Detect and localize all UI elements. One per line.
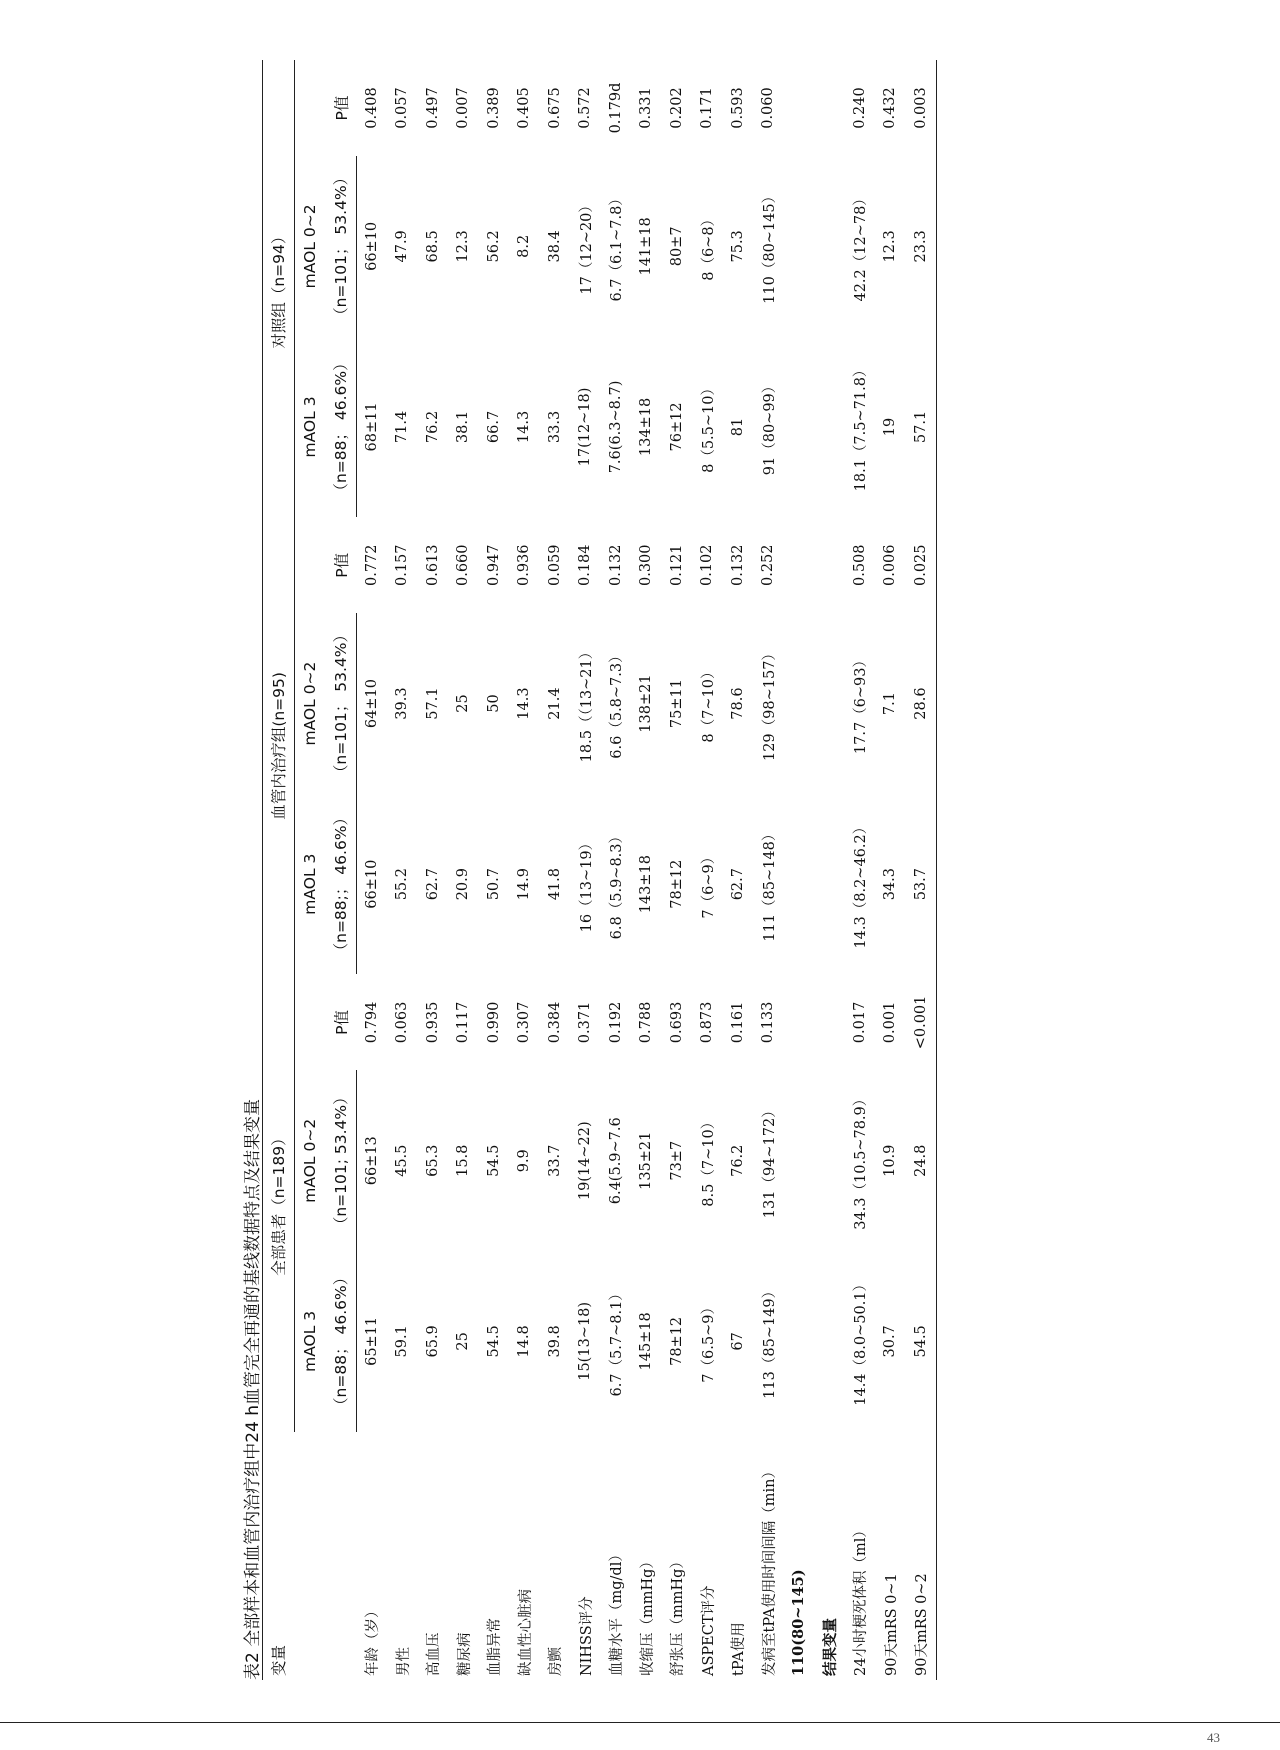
table-cell: 17.7（6~93） <box>853 652 870 755</box>
table-cell: 0.171 <box>699 87 716 129</box>
row-label: tPA使用 <box>731 1622 748 1676</box>
table-cell: 55.2 <box>394 868 411 901</box>
table-cell: 8.5（7~10） <box>700 1114 717 1207</box>
table-cell: 59.1 <box>394 1325 411 1358</box>
table-cell: 15.8 <box>455 1144 472 1177</box>
table-cell: 17(12~18) <box>577 387 594 467</box>
subheader-count: （n=101； 53.4%） <box>325 613 356 794</box>
table-cell: 0.157 <box>394 544 411 587</box>
table-cell: 0.693 <box>668 1001 685 1044</box>
table-cell: 0.063 <box>394 1001 411 1044</box>
table-cell <box>784 517 815 613</box>
table-cell: 0.331 <box>638 87 655 129</box>
table-cell: 6.6（5.8~7.3） <box>609 648 626 759</box>
subheader-count: （n=101； 53.4%） <box>325 156 356 337</box>
table-row <box>387 60 418 1680</box>
table-cell: 141±18 <box>638 217 655 276</box>
table-cell: 81 <box>729 417 746 437</box>
table-cell: 0.059 <box>546 544 563 587</box>
table-cell: 0.003 <box>906 60 937 156</box>
table-cell: 19(14~22) <box>577 1121 594 1201</box>
table-cell: 65.3 <box>424 1144 441 1177</box>
table-cell: 14.4（8.0~50.1） <box>853 1276 870 1406</box>
table-cell: 42.2（12~78） <box>853 191 870 302</box>
table-cell: 0.161 <box>729 1001 746 1044</box>
table-row <box>601 60 632 1680</box>
table-cell: 23.3 <box>906 156 937 337</box>
table-cell: 0.936 <box>516 544 533 587</box>
table-cell: 68.5 <box>424 230 441 263</box>
table-cell: 0.593 <box>729 87 746 129</box>
row-label: 血糖水平（mg/dl） <box>609 1547 626 1676</box>
table-cell: 38.1 <box>455 410 472 444</box>
table-cell <box>814 794 845 975</box>
table-cell: 91（80~99） <box>761 378 778 476</box>
table-row <box>692 60 723 1680</box>
table-cell: 0.508 <box>851 544 868 587</box>
table-cell: 18.5（（13~21） <box>578 644 595 763</box>
table-cell: 0.675 <box>546 87 563 129</box>
rotated-table-page <box>228 40 1208 1720</box>
table-cell: 10.9 <box>882 1144 899 1177</box>
table-cell: 0.121 <box>668 544 685 587</box>
row-label: 收缩压（mmHg） <box>639 1554 656 1676</box>
table-cell: 8（5.5~10） <box>700 381 717 473</box>
table-cell: 53.7 <box>906 794 937 975</box>
table-cell: 66.7 <box>485 410 502 444</box>
header-group-endovascular: 血管内治疗组(n=95) <box>263 517 295 974</box>
table-cell: 21.4 <box>546 687 563 720</box>
table-cell: 16（13~19） <box>578 835 595 933</box>
subheader-label: mAOL 3 <box>300 1310 319 1372</box>
table-cell: 0.432 <box>882 87 899 129</box>
table-cell: 34.3（10.5~78.9） <box>853 1091 870 1230</box>
table-cell: 57.1 <box>906 337 937 518</box>
table-cell: 76.2 <box>729 1144 746 1177</box>
table-cell <box>814 337 845 518</box>
table-cell: 7.6(6.3~8.7) <box>607 380 624 474</box>
row-label: 高血压 <box>426 1632 443 1676</box>
table-cell <box>814 974 845 1070</box>
table-cell: 39.8 <box>546 1325 563 1358</box>
table-cell <box>784 974 815 1070</box>
table-cell: 0.007 <box>455 87 472 129</box>
table-cell: 0.371 <box>577 1001 594 1044</box>
table-cell: 0.300 <box>638 544 655 587</box>
row-label: 90天mRS 0~1 <box>883 1573 900 1676</box>
row-label: 缺血性心脏病 <box>517 1589 534 1676</box>
table-cell: 78±12 <box>668 859 685 909</box>
table-cell: 113（85~149） <box>761 1283 778 1399</box>
table-cell: 6.7（5.7~8.1） <box>609 1286 626 1397</box>
table-cell: 0.408 <box>363 87 380 129</box>
table-cell: 145±18 <box>638 1312 655 1371</box>
table-row <box>356 60 387 1680</box>
subheader-label: mAOL 0~2 <box>300 661 319 746</box>
table-cell: 18.1（7.5~71.8） <box>853 362 870 492</box>
table-cell: 0.389 <box>485 87 502 129</box>
table-row <box>540 60 571 1680</box>
table-cell: 12.3 <box>882 230 899 263</box>
table-cell: 41.8 <box>546 868 563 901</box>
table-cell: 25 <box>455 694 472 713</box>
subheader-label: P值 <box>333 552 351 578</box>
table-cell <box>784 613 815 794</box>
table-cell: 0.497 <box>424 87 441 129</box>
table-cell: 143±18 <box>638 855 655 914</box>
table-row <box>509 60 540 1680</box>
table-cell: 75.3 <box>729 230 746 263</box>
table-cell <box>784 1070 815 1251</box>
table-body <box>356 60 937 1680</box>
table-cell: 0.006 <box>882 544 899 587</box>
table-cell: 0.102 <box>699 544 716 587</box>
table-cell: 0.935 <box>424 1001 441 1044</box>
row-label: 结果变量 <box>821 1618 839 1676</box>
header-group-control: 对照组（n=94） <box>263 60 295 517</box>
table-cell: 14.3 <box>516 410 533 444</box>
table-cell: 14.8 <box>516 1325 533 1358</box>
table-cell: 7（6~9） <box>700 849 717 919</box>
table-cell: 19 <box>882 417 899 437</box>
table-cell: 45.5 <box>394 1144 411 1177</box>
table-cell: 8（6~8） <box>700 211 717 281</box>
table-cell: 0.572 <box>577 87 594 129</box>
table-cell: 0.772 <box>363 544 380 587</box>
table-cell: 8（7~10） <box>700 664 717 743</box>
table-cell: 14.3（8.2~46.2） <box>853 819 870 949</box>
header-group-all: 全部患者（n=189） <box>263 974 295 1431</box>
table-cell <box>814 156 845 337</box>
table-cell: 34.3 <box>882 868 899 901</box>
subheader-label: P值 <box>333 1010 351 1035</box>
subheader-label: mAOL 3 <box>300 396 319 458</box>
table-cell: 0.179d <box>607 82 624 134</box>
table-cell: 56.2 <box>485 230 502 263</box>
table-cell: 76.2 <box>424 410 441 444</box>
table-cell <box>814 1070 845 1251</box>
subheader-label: P值 <box>333 95 351 121</box>
header-variable: 变量 <box>263 1432 357 1680</box>
table-cell: 12.3 <box>455 230 472 263</box>
table-caption: 表2 全部样本和血管内治疗组中24 h血管完全再通的基线数据特点及结果变量 <box>243 1098 263 1680</box>
row-label: 发病至tPA使用时间间隔（min） <box>761 1464 778 1676</box>
table-cell <box>784 60 815 156</box>
row-label: 糖尿病 <box>456 1632 473 1676</box>
table-cell: 33.7 <box>546 1144 563 1177</box>
table-cell: 30.7 <box>882 1325 899 1358</box>
table-cell: 38.4 <box>546 230 563 263</box>
table-cell: 0.117 <box>455 1001 472 1044</box>
table-cell <box>784 337 815 518</box>
table-cell: 33.3 <box>546 410 563 444</box>
table-cell: 0.017 <box>851 1001 868 1044</box>
table-cell: 28.6 <box>906 613 937 794</box>
footer-rule <box>0 1722 1280 1723</box>
table-cell: 138±21 <box>638 674 655 733</box>
table-cell: 68±11 <box>363 402 380 452</box>
table-cell: 50 <box>485 694 502 713</box>
table-cell: 14.3 <box>516 687 533 720</box>
table-cell: 134±18 <box>638 397 655 457</box>
table-cell: 54.5 <box>906 1251 937 1432</box>
table-cell: 0.133 <box>760 1001 777 1044</box>
table-cell: 135±21 <box>638 1131 655 1190</box>
table-cell: 78±12 <box>668 1316 685 1366</box>
table-cell: 0.060 <box>760 87 777 129</box>
table-cell: 47.9 <box>394 230 411 263</box>
table-row <box>479 60 510 1680</box>
table-cell: 0.947 <box>485 544 502 587</box>
table-row <box>753 60 784 1680</box>
table-cell: 6.4(5.9~7.6 <box>607 1117 624 1205</box>
subheader-label: mAOL 0~2 <box>300 1118 319 1203</box>
table-cell: 0.001 <box>882 1001 899 1044</box>
subheader-label: mAOL 0~2 <box>300 204 319 289</box>
table-cell: 0.405 <box>516 87 533 129</box>
row-label: 90天mRS 0~2 <box>906 1432 937 1680</box>
subheader-count: （n=88； 46.6%） <box>325 337 356 518</box>
table-cell: 66±10 <box>363 859 380 909</box>
table-cell: 65.9 <box>424 1325 441 1358</box>
table-row <box>662 60 693 1680</box>
table-row <box>845 60 876 1680</box>
table-cell: 8.2 <box>516 234 533 258</box>
table-cell: 75±11 <box>668 679 685 729</box>
table-row <box>814 60 845 1680</box>
table-cell: 78.6 <box>729 687 746 720</box>
table-cell: 66±13 <box>363 1136 380 1186</box>
table-cell: 131（94~172） <box>761 1103 778 1219</box>
table-cell: 39.3 <box>394 687 411 720</box>
baseline-table <box>262 60 937 1680</box>
table-cell: 67 <box>729 1332 746 1351</box>
row-label: 年龄（岁） <box>365 1603 381 1676</box>
subheader-label: mAOL 3 <box>300 853 319 915</box>
table-cell: 15(13~18) <box>577 1301 594 1381</box>
row-label: 血脂异常 <box>487 1618 504 1676</box>
table-row <box>784 60 815 1680</box>
table-cell <box>784 1251 815 1432</box>
row-label: 房颤 <box>548 1647 565 1676</box>
table-cell: 66±10 <box>363 221 380 271</box>
table-cell: 76±12 <box>668 402 685 452</box>
table-cell: 0.384 <box>546 1001 563 1044</box>
subheader-count: （n=88;； 46.6%） <box>325 794 356 975</box>
row-label: 男性 <box>395 1647 412 1676</box>
table-cell: 50.7 <box>485 868 502 901</box>
table-cell: 0.990 <box>485 1001 502 1044</box>
table-cell: 0.025 <box>906 517 937 613</box>
table-cell <box>814 1251 845 1432</box>
table-cell: 20.9 <box>455 868 472 901</box>
table-cell: 25 <box>455 1332 472 1351</box>
table-cell: 57.1 <box>424 687 441 720</box>
table-cell: 64±10 <box>363 679 380 729</box>
table-cell: 0.873 <box>699 1001 716 1044</box>
table-cell: 9.9 <box>516 1149 533 1173</box>
table-cell <box>814 613 845 794</box>
subheader-count: （n=101; 53.4%） <box>325 1070 356 1251</box>
table-cell: 0.240 <box>851 87 868 129</box>
table-row <box>448 60 479 1680</box>
page-number: 43 <box>1207 1730 1220 1745</box>
table-cell: 0.794 <box>363 1001 380 1044</box>
table-cell: 54.5 <box>485 1144 502 1177</box>
table-cell: 62.7 <box>424 868 441 901</box>
table-cell: 62.7 <box>729 868 746 901</box>
table-cell <box>814 60 845 156</box>
row-label: 舒张压（mmHg） <box>670 1554 687 1676</box>
table-cell: 129（98~157） <box>761 646 778 762</box>
table-row <box>418 60 449 1680</box>
table-cell: 14.9 <box>516 868 533 901</box>
row-label: NIHSS评分 <box>578 1596 595 1676</box>
table-row <box>570 60 601 1680</box>
table-cell: 7（6.5~9） <box>700 1300 717 1383</box>
table-cell <box>784 156 815 337</box>
table-cell: 0.192 <box>607 1001 624 1044</box>
table-cell: 111（85~148） <box>761 826 778 942</box>
table-cell <box>814 517 845 613</box>
table-cell: 6.7（6.1~7.8） <box>609 191 626 302</box>
table-cell: 0.202 <box>668 87 685 129</box>
table-cell: 0.057 <box>394 87 411 129</box>
table-cell: 80±7 <box>668 226 685 267</box>
table-cell: 65±11 <box>363 1316 380 1366</box>
table-cell: <0.001 <box>906 974 937 1070</box>
table-cell: 0.132 <box>607 544 624 587</box>
table-row <box>631 60 662 1680</box>
row-label: 24小时梗死体积（ml） <box>853 1523 870 1676</box>
table-row <box>875 60 906 1680</box>
table-cell: 54.5 <box>485 1325 502 1358</box>
table-cell: 0.613 <box>424 544 441 587</box>
table-cell: 71.4 <box>394 410 411 444</box>
table-cell: 0.184 <box>577 544 594 587</box>
subheader-count: （n=88； 46.6%） <box>325 1251 356 1432</box>
table-cell: 73±7 <box>668 1140 685 1181</box>
table-cell: 24.8 <box>906 1070 937 1251</box>
table-cell: 17（12~20） <box>578 198 595 295</box>
table-cell: 7.1 <box>882 692 899 716</box>
table-cell: 0.252 <box>760 544 777 587</box>
table-cell: 110（80~145） <box>761 188 778 304</box>
table-cell: 0.660 <box>455 544 472 587</box>
table-cell <box>784 794 815 975</box>
table-cell: 0.788 <box>638 1001 655 1044</box>
table-cell: 0.132 <box>729 544 746 587</box>
row-label: 110(80~145) <box>790 1569 808 1676</box>
table-row <box>723 60 754 1680</box>
row-label: ASPECT评分 <box>700 1585 717 1676</box>
table-cell: 6.8（5.9~8.3） <box>609 828 626 940</box>
table-row <box>906 60 937 1680</box>
table-cell: 0.307 <box>516 1001 533 1044</box>
